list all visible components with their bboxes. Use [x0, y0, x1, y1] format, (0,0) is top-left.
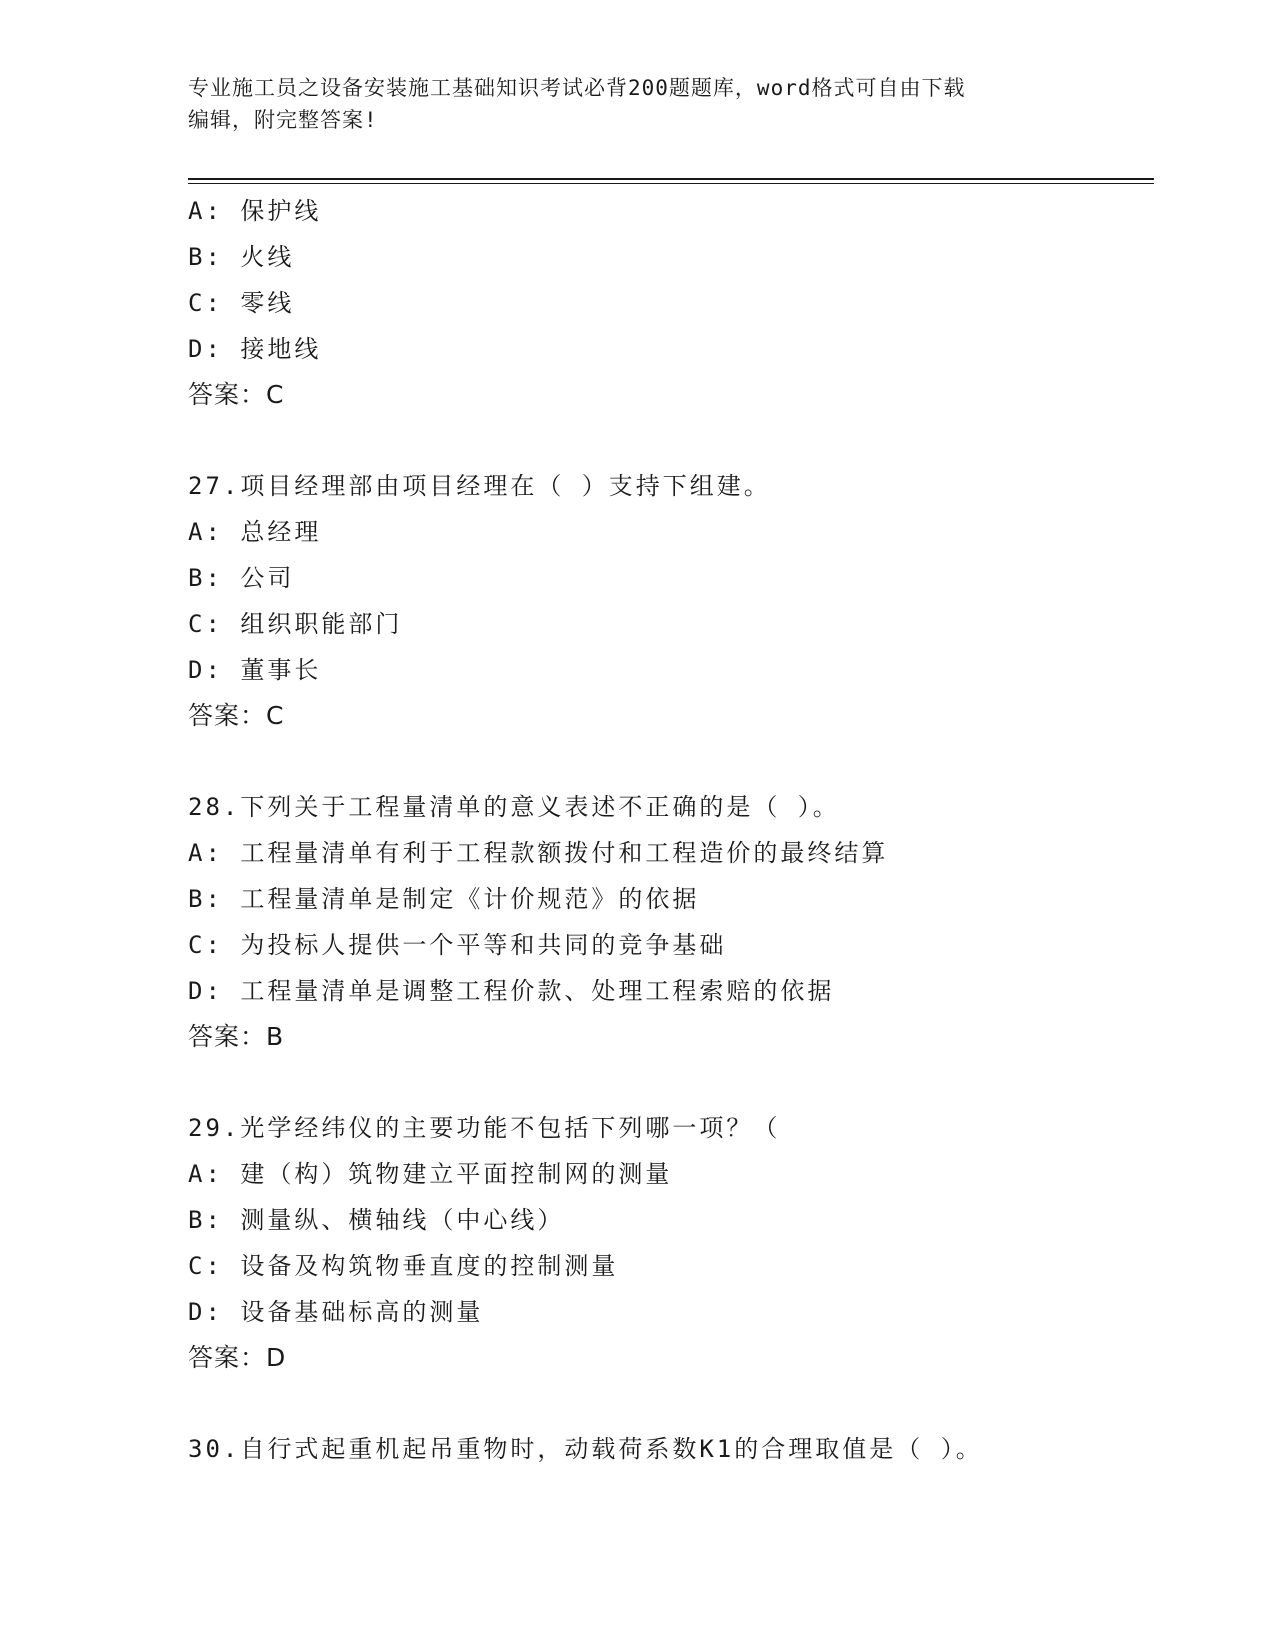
- answer-text: 答案：C: [188, 380, 285, 409]
- question-text: 30.自行式起重机起吊重物时，动载荷系数K1的合理取值是（ ）。: [188, 1435, 983, 1463]
- option-a: A: 总经理: [188, 518, 322, 546]
- option-b: B: 工程量清单是制定《计价规范》的依据: [188, 885, 700, 913]
- question-block-28: [188, 784, 1148, 1060]
- option-c: C: 设备及构筑物垂直度的控制测量: [188, 1252, 619, 1280]
- option-d: D: 董事长: [188, 656, 322, 684]
- question-block-26: [188, 188, 1148, 418]
- header-title-line-1: 专业施工员之设备安装施工基础知识考试必背200题题库，word格式可自由下载: [188, 76, 966, 100]
- question-block-29: [188, 1105, 1148, 1381]
- block-spacer: [188, 1381, 1148, 1426]
- question-text: 27.项目经理部由项目经理在（ ）支持下组建。: [188, 472, 771, 500]
- answer-text: 答案：C: [188, 701, 285, 730]
- header-divider-thick: [188, 178, 1154, 180]
- option-a: A: 保护线: [188, 197, 322, 225]
- option-b: B: 火线: [188, 243, 295, 271]
- option-d: D: 设备基础标高的测量: [188, 1298, 484, 1326]
- answer-text: 答案：D: [188, 1343, 287, 1372]
- header-title-line-2: 编辑，附完整答案!: [188, 108, 378, 132]
- block-spacer: [188, 418, 1148, 463]
- option-b: B: 公司: [188, 564, 295, 592]
- option-d: D: 工程量清单是调整工程价款、处理工程索赔的依据: [188, 977, 835, 1005]
- option-a: A: 工程量清单有利于工程款额拨付和工程造价的最终结算: [188, 839, 889, 867]
- question-text: 28.下列关于工程量清单的意义表述不正确的是（ ）。: [188, 793, 840, 821]
- answer-text: 答案：B: [188, 1022, 285, 1051]
- document-header: [188, 72, 1088, 136]
- question-list: [188, 188, 1148, 1472]
- option-b: B: 测量纵、横轴线（中心线）: [188, 1206, 565, 1234]
- question-block-27: [188, 463, 1148, 739]
- option-c: C: 为投标人提供一个平等和共同的竞争基础: [188, 931, 727, 959]
- block-spacer: [188, 1060, 1148, 1105]
- option-d: D: 接地线: [188, 335, 322, 363]
- option-c: C: 零线: [188, 289, 295, 317]
- block-spacer: [188, 739, 1148, 784]
- option-c: C: 组织职能部门: [188, 610, 403, 638]
- header-divider-thin: [188, 183, 1154, 184]
- option-a: A: 建（构）筑物建立平面控制网的测量: [188, 1160, 673, 1188]
- question-block-30: [188, 1426, 1148, 1472]
- question-text: 29.光学经纬仪的主要功能不包括下列哪一项？（: [188, 1114, 781, 1142]
